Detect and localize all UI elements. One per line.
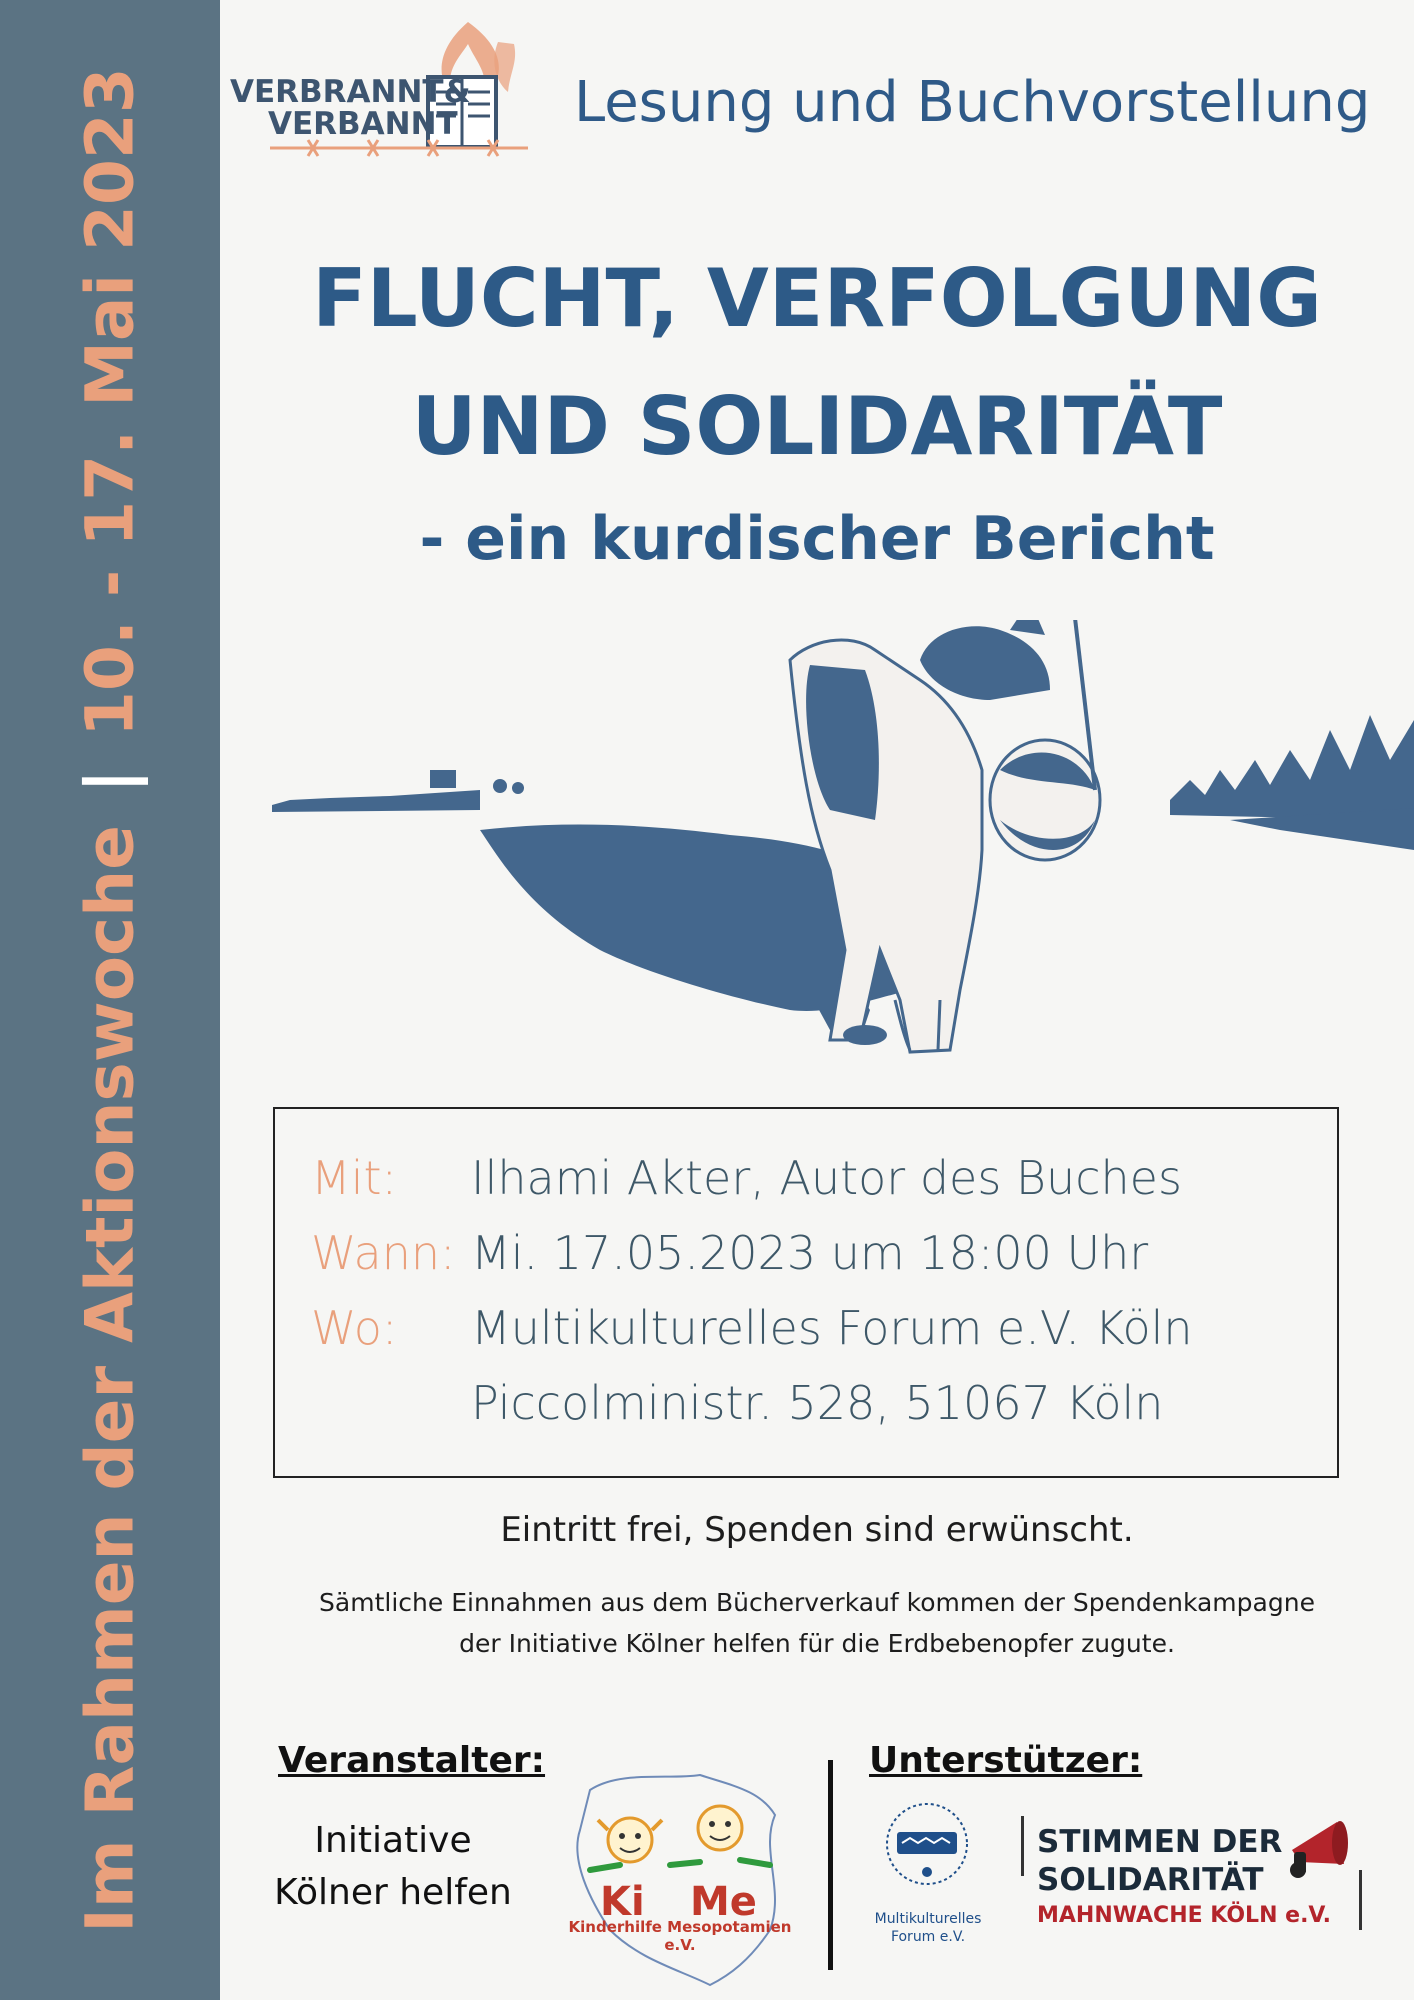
mf-caption (858, 1910, 998, 1946)
info-row-address (311, 1376, 1163, 1430)
mf-caption-line-2: Forum e.V. (890, 1929, 966, 1945)
donation-note (220, 1582, 1414, 1664)
mf-caption-line-1: Multikulturelles (874, 1911, 982, 1927)
event-type: Lesung und Buchvorstellung (574, 70, 1371, 135)
kime-caption: Kinderhilfe Mesopotamien e.V. (568, 1918, 792, 1954)
barbed-wire-icon (270, 140, 528, 156)
megaphone-icon (1282, 1812, 1362, 1892)
sidebar-dates: 10. - 17. Mai 2023 (71, 67, 149, 737)
verbrannt-verbannt-logo (228, 22, 578, 162)
info-row-wann (311, 1226, 1148, 1280)
sds-line-2: SOLIDARITÄT (1037, 1862, 1264, 1898)
organizer-line-1: Initiative (314, 1820, 472, 1861)
title-line-2: UND SOLIDARITÄT (411, 380, 1223, 473)
label-wann: Wann: (311, 1226, 456, 1280)
refugee-illustration (270, 620, 1414, 1060)
donation-note-line-2: der Initiative Kölner helfen für die Erdbebenopfer zugute. (459, 1629, 1175, 1658)
sidebar-label (72, 67, 149, 1932)
entry-note: Eintritt frei, Spenden sind erwünscht. (500, 1510, 1134, 1550)
organizer-name (262, 1815, 524, 1919)
divider (828, 1760, 833, 1970)
organizer-line-2: Kölner helfen (274, 1872, 512, 1913)
logo-text-verbannt: VERBANNT (268, 106, 458, 142)
info-row-mit (311, 1151, 1182, 1205)
logo-text-verbrannt: VERBRANNT& (230, 74, 471, 110)
kime-text-me: Me (690, 1879, 757, 1925)
child-face-icon (598, 1818, 662, 1862)
subtitle: - ein kurdischer Bericht (419, 504, 1215, 574)
sidebar-text-aktionswoche: Im Rahmen der Aktionswoche (71, 825, 149, 1933)
value-address: Piccolministr. 528, 51067 Köln (471, 1376, 1164, 1430)
sidebar-separator: | (71, 768, 149, 794)
child-face-icon (698, 1806, 742, 1850)
value-mit: Ilhami Akter, Autor des Buches (471, 1151, 1182, 1205)
label-wo: Wo: (311, 1301, 398, 1355)
value-wo: Multikulturelles Forum e.V. Köln (471, 1301, 1193, 1355)
donation-note-line-1: Sämtliche Einnahmen aus dem Bücherverkauf kommen der Spendenkampagne (319, 1588, 1315, 1617)
kime-text-ki: Ki (600, 1879, 645, 1925)
info-row-wo (311, 1301, 1193, 1355)
unterstuetzer-heading: Unterstützer: (869, 1740, 1143, 1781)
veranstalter-heading: Veranstalter: (278, 1740, 546, 1781)
sds-line-3: MAHNWACHE KÖLN e.V. (1037, 1903, 1331, 1928)
sidebar (0, 0, 220, 2000)
sds-bar-right (1359, 1870, 1362, 1930)
sds-bar-left (1021, 1816, 1024, 1876)
kime-logo (560, 1770, 800, 1990)
multikulturelles-forum-logo (872, 1794, 982, 1894)
label-mit: Mit: (311, 1151, 398, 1205)
event-info-box (273, 1107, 1339, 1478)
sds-line-1: STIMMEN DER (1037, 1824, 1283, 1860)
value-wann: Mi. 17.05.2023 um 18:00 Uhr (471, 1226, 1149, 1280)
title-line-1: FLUCHT, VERFOLGUNG (312, 252, 1322, 345)
